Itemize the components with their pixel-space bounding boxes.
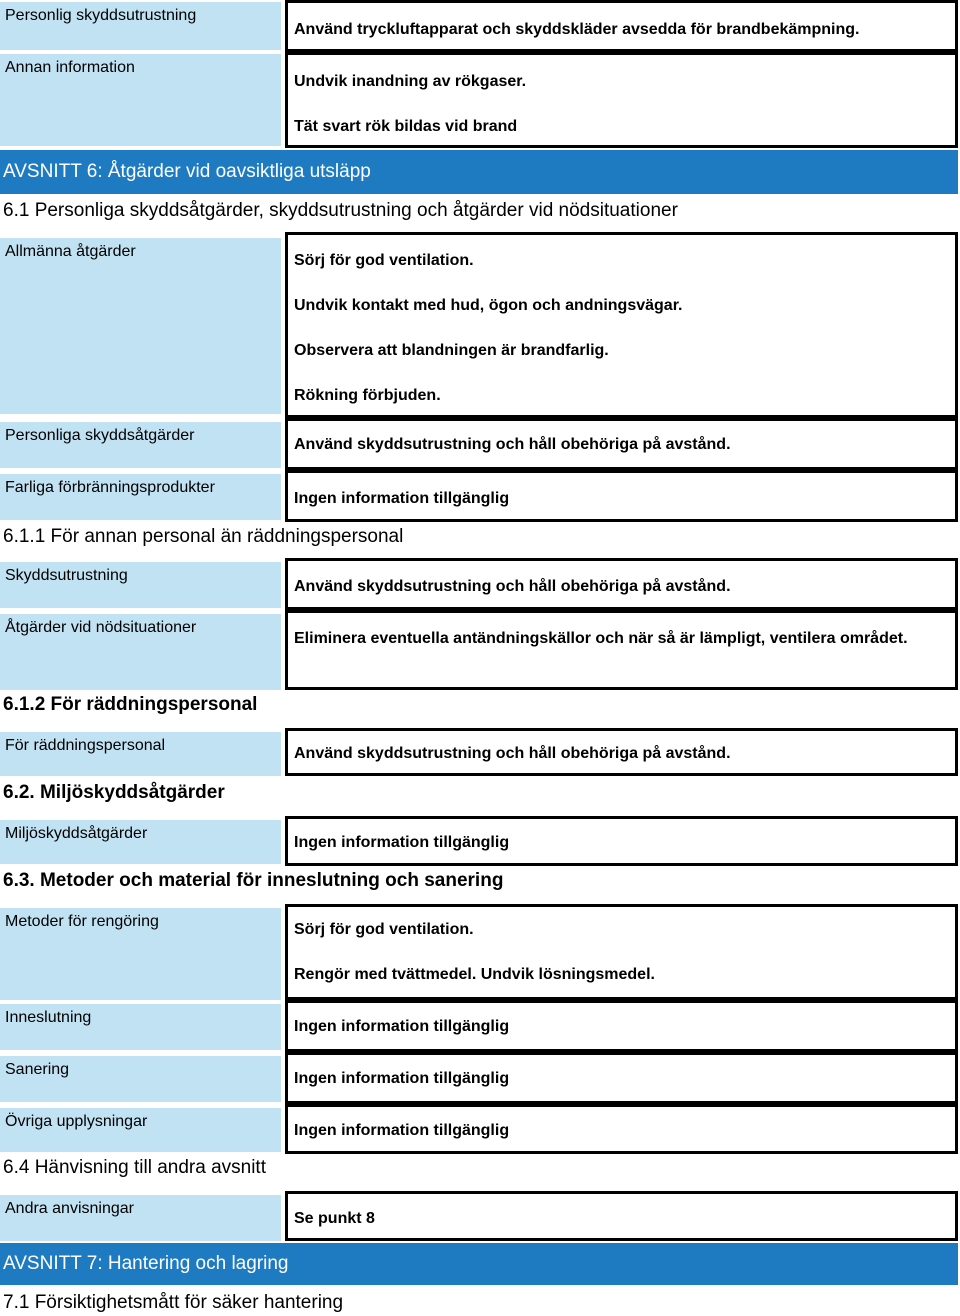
protective-equipment-value: Använd skyddsutrustning och håll obehöriga på avstånd. bbox=[294, 578, 731, 595]
rescue-personnel-value: Använd skyddsutrustning och håll obehöriga på avstånd. bbox=[294, 745, 731, 762]
other-references-value: Se punkt 8 bbox=[294, 1210, 375, 1227]
section-7-header: AVSNITT 7: Hantering och lagring bbox=[0, 1243, 958, 1285]
general-value-4: Rökning förbjuden. bbox=[294, 387, 441, 404]
containment-label: Inneslutning bbox=[0, 1004, 281, 1050]
personal-measures-value-box bbox=[285, 418, 958, 470]
ppe-value: Använd tryckluftapparat och skyddskläder avsedda för brandbekämpning. bbox=[294, 21, 860, 38]
emergency-procedures-label: Åtgärder vid nödsituationer bbox=[0, 614, 281, 690]
protective-equipment-value-box bbox=[285, 558, 958, 610]
other-info-value-2: Tät svart rök bildas vid brand bbox=[294, 118, 518, 135]
other-info-label: Annan information bbox=[0, 54, 281, 146]
ppe-label: Personlig skyddsutrustning bbox=[0, 2, 281, 50]
environmental-precautions-value-box bbox=[285, 816, 958, 866]
cleaning-methods-label: Metoder för rengöring bbox=[0, 908, 281, 1000]
personal-measures-value: Använd skyddsutrustning och håll obehöriga på avstånd. bbox=[294, 436, 731, 453]
sanitation-label: Sanering bbox=[0, 1056, 281, 1102]
cleaning-value-2: Rengör med tvättmedel. Undvik lösningsmedel. bbox=[294, 966, 655, 983]
rescue-personnel-value-box bbox=[285, 728, 958, 776]
general-measures-label: Allmänna åtgärder bbox=[0, 238, 281, 414]
general-value-3: Observera att blandningen är brandfarlig. bbox=[294, 342, 609, 359]
general-measures-value-box bbox=[285, 232, 958, 418]
other-info-value-box bbox=[285, 52, 958, 148]
other-info-value-1: Undvik inandning av rökgaser. bbox=[294, 73, 527, 90]
general-value-2: Undvik kontakt med hud, ögon och andningsvägar. bbox=[294, 297, 683, 314]
cleaning-value-1: Sörj för god ventilation. bbox=[294, 921, 474, 938]
cleaning-methods-value-box bbox=[285, 904, 958, 1000]
sanitation-value-box bbox=[285, 1052, 958, 1104]
subsection-6-4-title: 6.4 Hänvisning till andra avsnitt bbox=[3, 1157, 266, 1178]
other-information-label: Övriga upplysningar bbox=[0, 1108, 281, 1152]
environmental-precautions-value: Ingen information tillgänglig bbox=[294, 834, 510, 851]
subsection-6-2-title: 6.2. Miljöskyddsåtgärder bbox=[3, 782, 225, 803]
subsection-6-1-2-title: 6.1.2 För räddningspersonal bbox=[3, 694, 258, 715]
sanitation-value: Ingen information tillgänglig bbox=[294, 1070, 510, 1087]
environmental-precautions-label: Miljöskyddsåtgärder bbox=[0, 820, 281, 864]
combustion-products-value: Ingen information tillgänglig bbox=[294, 490, 510, 507]
combustion-products-label: Farliga förbränningsprodukter bbox=[0, 474, 281, 520]
containment-value-box bbox=[285, 1000, 958, 1052]
personal-measures-label: Personliga skyddsåtgärder bbox=[0, 422, 281, 468]
subsection-6-1-title: 6.1 Personliga skyddsåtgärder, skyddsutrustning och åtgärder vid nödsituationer bbox=[3, 200, 678, 221]
other-references-value-box bbox=[285, 1191, 958, 1241]
containment-value: Ingen information tillgänglig bbox=[294, 1018, 510, 1035]
subsection-7-1-title: 7.1 Försiktighetsmått för säker hantering bbox=[3, 1292, 344, 1313]
other-information-value-box bbox=[285, 1104, 958, 1154]
other-references-label: Andra anvisningar bbox=[0, 1195, 281, 1241]
ppe-value-box bbox=[285, 0, 958, 52]
emergency-procedures-value-box bbox=[285, 610, 958, 690]
subsection-6-1-1-title: 6.1.1 För annan personal än räddningspersonal bbox=[3, 526, 404, 547]
emergency-procedures-value: Eliminera eventuella antändningskällor och när så är lämpligt, ventilera området. bbox=[294, 630, 908, 647]
section-6-header: AVSNITT 6: Åtgärder vid oavsiktliga utsläpp bbox=[0, 150, 958, 194]
subsection-6-3-title: 6.3. Metoder och material för inneslutning och sanering bbox=[3, 870, 504, 891]
combustion-products-value-box bbox=[285, 470, 958, 522]
protective-equipment-label: Skyddsutrustning bbox=[0, 562, 281, 608]
general-value-1: Sörj för god ventilation. bbox=[294, 252, 474, 269]
other-information-value: Ingen information tillgänglig bbox=[294, 1122, 510, 1139]
rescue-personnel-label: För räddningspersonal bbox=[0, 732, 281, 776]
